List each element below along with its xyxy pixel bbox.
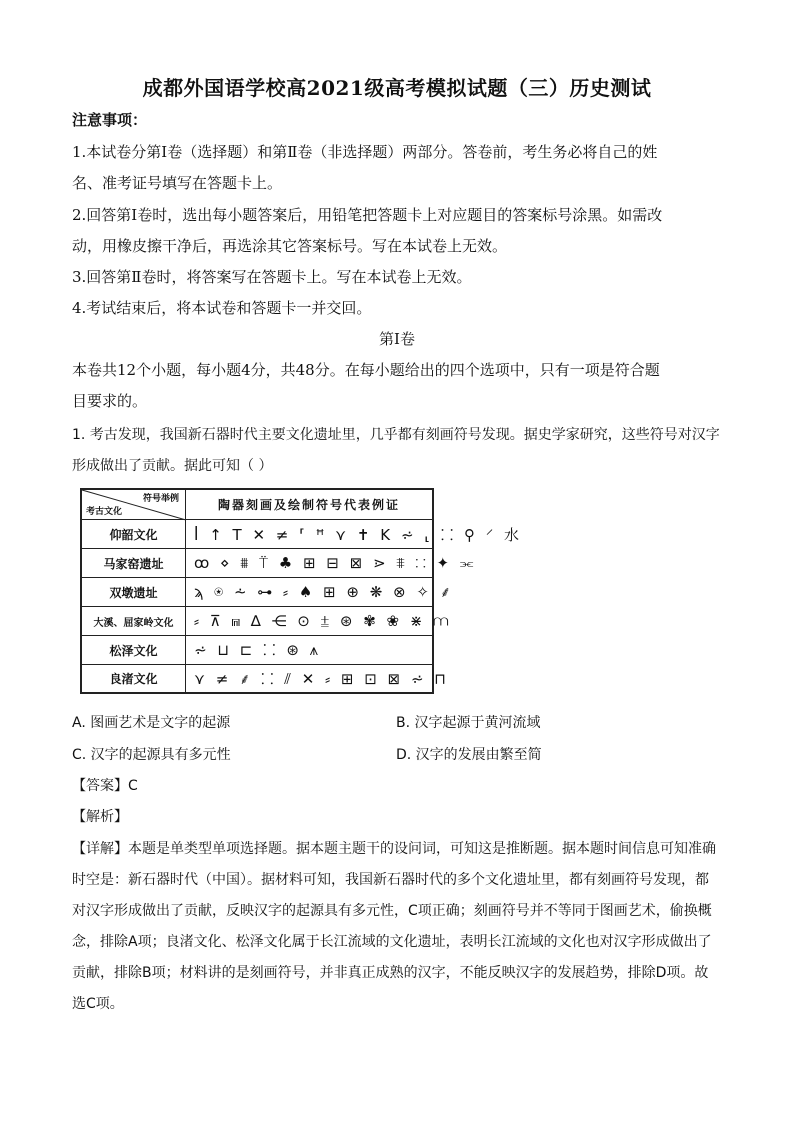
detail-line: 念，排除A项；良渚文化、松泽文化属于长江流域的文化遗址，表明长江流域的文化也对汉字形成做出了 bbox=[72, 934, 712, 950]
notice-item-1a: 1.本试卷分第Ⅰ卷（选择题）和第Ⅱ卷（非选择题）两部分。答卷前，考生务必将自己的姓 bbox=[72, 143, 658, 161]
section-intro-a: 本卷共12个小题，每小题4分，共48分。在每小题给出的四个选项中，只有一项是符合题 bbox=[72, 361, 660, 379]
option-b: B. 汉字起源于黄河流域 bbox=[396, 715, 541, 731]
corner-bottom-label: 考古文化 bbox=[86, 507, 123, 517]
culture-name: 大溪、屈家岭文化 bbox=[82, 607, 186, 635]
culture-name: 良渚文化 bbox=[82, 665, 186, 692]
analysis-label: 【解析】 bbox=[72, 809, 128, 825]
table-header-label: 陶器刻画及绘制符号代表例证 bbox=[217, 498, 400, 512]
culture-symbols: ϡ ⍟ ⩪ ⊶ ⸗ ♠ ⊞ ⊕ ❋ ⊗ ✧ ⸙ bbox=[194, 583, 454, 601]
culture-symbols: ⸗ ⊼ ⩎ ∆ ⋲ ⊙ ⩲ ⊛ ✾ ❀ ⋇ ⩋ bbox=[194, 612, 452, 630]
table-row bbox=[82, 578, 454, 607]
corner-top-label: 符号举例 bbox=[142, 494, 179, 504]
detail-line: 时空是：新石器时代（中国）。据材料可知，我国新石器时代的多个文化遗址里，都有刻画符号发现，都 bbox=[72, 872, 709, 888]
notice-item-3: 3.回答第Ⅱ卷时，将答案写在答题卡上。写在本试卷上无效。 bbox=[72, 268, 472, 286]
question-stem-b: 形成做出了贡献。据此可知（ ） bbox=[72, 458, 273, 474]
notice-item-4: 4.考试结束后，将本试卷和答题卡一并交回。 bbox=[72, 299, 372, 317]
culture-name: 双墩遗址 bbox=[82, 578, 186, 606]
table-row bbox=[82, 636, 432, 665]
table-row bbox=[82, 520, 523, 549]
notice-item-2b: 动，用橡皮擦干净后，再选涂其它答案标号。写在本试卷上无效。 bbox=[72, 237, 508, 255]
table-corner-cell bbox=[82, 490, 186, 519]
culture-symbols: ꝏ ⋄ ⩩ ⍡ ♣ ⊞ ⊟ ⊠ ⋗ ⩨ ⸬ ✦ ⫘ bbox=[194, 554, 477, 572]
table-row bbox=[82, 665, 449, 692]
culture-symbols: ꟾ ↑ T ✕ ≠ ⸢ ꟸ ⋎ ✝ K ⩫ ⸤ ⸬ ⚲ ⸍ 水 bbox=[194, 525, 523, 544]
table-row bbox=[82, 549, 477, 578]
culture-name: 马家窑遗址 bbox=[82, 549, 186, 577]
section-title: 第Ⅰ卷 bbox=[379, 330, 415, 348]
detail-line: 【详解】本题是单类型单项选择题。据本题主题干的设问词，可知这是推断题。据本题时间信息可知准确 bbox=[72, 841, 716, 857]
detail-line: 对汉字形成做出了贡献，反映汉字的起源具有多元性，C项正确；刻画符号并不等同于图画艺术，偷换概 bbox=[72, 903, 712, 919]
culture-name: 松泽文化 bbox=[82, 636, 186, 664]
detail-line: 贡献，排除B项；材料讲的是刻画符号，并非真正成熟的汉字，不能反映汉字的发展趋势，排除D项。故 bbox=[72, 965, 709, 981]
notice-item-1b: 名、准考证号填写在答题卡上。 bbox=[72, 174, 283, 192]
question-stem-a: 1. 考古发现，我国新石器时代主要文化遗址里，几乎都有刻画符号发现。据史学家研究，这些符号对汉字 bbox=[72, 427, 720, 443]
exam-title: 成都外国语学校高2021级高考模拟试题（三）历史测试 bbox=[142, 76, 652, 100]
detail-line: 选C项。 bbox=[72, 996, 124, 1012]
table-row bbox=[82, 607, 452, 636]
table-header-row bbox=[82, 490, 432, 520]
culture-symbols: ⋎ ≠ ⸙ ⸬ ⫽ ✕ ⸗ ⊞ ⊡ ⊠ ⩫ ⊓ bbox=[194, 669, 449, 688]
notice-item-2a: 2.回答第Ⅰ卷时，选出每小题答案后，用铅笔把答题卡上对应题目的答案标号涂黑。如需改 bbox=[72, 206, 663, 224]
culture-symbols: ⩫ ⊔ ⊏ ⸬ ⊛ ⩚ bbox=[194, 641, 322, 659]
option-d: D. 汉字的发展由繁至简 bbox=[396, 747, 542, 763]
symbols-table-figure bbox=[80, 488, 523, 694]
option-a: A. 图画艺术是文字的起源 bbox=[72, 715, 231, 731]
notice-heading: 注意事项： bbox=[72, 111, 148, 129]
answer-line: 【答案】C bbox=[72, 778, 138, 794]
section-intro-b: 目要求的。 bbox=[72, 392, 148, 410]
option-c: C. 汉字的起源具有多元性 bbox=[72, 747, 231, 763]
culture-name: 仰韶文化 bbox=[82, 520, 186, 548]
